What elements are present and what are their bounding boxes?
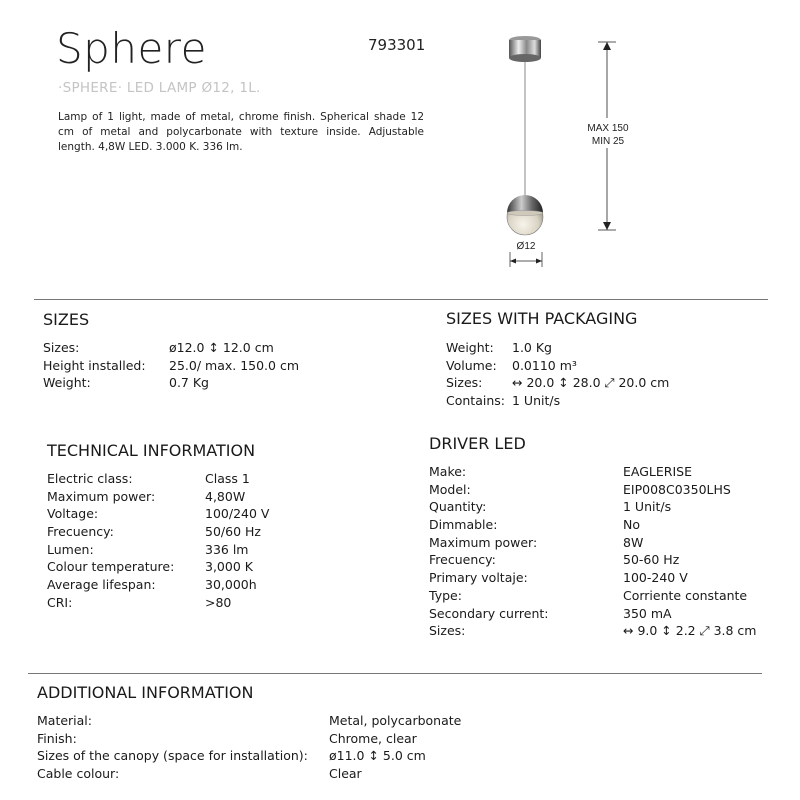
row-label: Sizes: — [43, 340, 80, 355]
row-label: Dimmable: — [429, 517, 498, 533]
list-item — [37, 712, 537, 730]
row-label: Secondary current: — [429, 605, 549, 621]
row-label: Lumen: — [47, 541, 94, 557]
row-value: ø12.0 ↕ 12.0 cm — [169, 340, 274, 355]
row-label: Voltage: — [47, 506, 99, 522]
divider — [28, 673, 762, 674]
list-item — [446, 339, 776, 357]
list-item — [47, 576, 377, 594]
row-value: 1.0 Kg — [512, 340, 552, 355]
additional-heading: ADDITIONAL INFORMATION — [37, 683, 254, 702]
driver-list — [429, 463, 779, 640]
sizes-heading: SIZES — [43, 310, 90, 329]
row-value: 50-60 Hz — [623, 552, 680, 568]
list-item — [446, 392, 776, 410]
list-item — [47, 470, 377, 488]
row-label: CRI: — [47, 594, 73, 610]
min-length-label: MIN 25 — [591, 136, 625, 147]
row-label: Quantity: — [429, 499, 487, 515]
row-label: Height installed: — [43, 357, 146, 373]
row-label: Material: — [37, 713, 92, 728]
list-item — [429, 622, 779, 640]
driver-heading: DRIVER LED — [429, 434, 526, 453]
diameter-label: Ø12 — [516, 241, 536, 252]
row-label: Cable colour: — [37, 766, 120, 782]
row-label: Maximum power: — [429, 534, 538, 550]
row-value: 50/60 Hz — [205, 524, 261, 540]
divider — [34, 299, 768, 300]
row-value: Class 1 — [205, 471, 250, 486]
row-label: Frecuency: — [429, 552, 496, 568]
row-label: Type: — [429, 587, 462, 603]
row-value: Corriente constante — [623, 587, 748, 603]
row-label: Model: — [429, 481, 471, 497]
list-item — [429, 481, 779, 499]
row-value: Chrome, clear — [329, 730, 417, 746]
list-item — [429, 534, 779, 552]
list-item — [43, 357, 343, 375]
row-value: 0.7 Kg — [169, 375, 209, 391]
row-value: 336 lm — [205, 541, 249, 557]
row-value: 100/240 V — [205, 506, 270, 522]
list-item — [43, 339, 343, 357]
row-value: ↔ 9.0 ↕ 2.2 ⤢ 3.8 cm — [623, 623, 757, 639]
row-value: 1 Unit/s — [512, 393, 561, 409]
row-value: 3,000 K — [205, 559, 253, 575]
packaging-heading: SIZES WITH PACKAGING — [446, 309, 638, 328]
product-reference: 793301 — [368, 36, 426, 54]
row-label: Volume: — [446, 357, 497, 373]
product-title: Sphere — [56, 24, 207, 73]
list-item — [446, 374, 776, 392]
list-item — [429, 551, 779, 569]
list-item — [43, 374, 343, 392]
row-label: Contains: — [446, 393, 505, 409]
row-value: ø11.0 ↕ 5.0 cm — [329, 748, 426, 764]
list-item — [47, 523, 377, 541]
additional-list — [37, 712, 537, 783]
packaging-list — [446, 339, 776, 410]
row-value: 30,000h — [205, 577, 257, 593]
sizes-list — [43, 339, 343, 392]
row-label: Frecuency: — [47, 524, 114, 540]
list-item — [429, 569, 779, 587]
canopy-icon — [509, 36, 541, 62]
list-item — [37, 765, 537, 783]
product-subtitle: ·SPHERE· LED LAMP Ø12, 1L. — [58, 80, 261, 96]
row-value: 4,80W — [205, 488, 246, 504]
list-item — [429, 587, 779, 605]
row-label: Sizes of the canopy (space for installation): — [37, 748, 308, 764]
sphere-shade-icon — [507, 195, 543, 235]
row-value: 100-240 V — [623, 570, 688, 586]
row-value: ↔ 20.0 ↕ 28.0 ⤢ 20.0 cm — [512, 375, 670, 391]
row-label: Make: — [429, 464, 467, 479]
list-item — [429, 498, 779, 516]
row-value: Clear — [329, 766, 362, 782]
row-label: Maximum power: — [47, 488, 156, 504]
row-label: Finish: — [37, 730, 77, 746]
row-label: Colour temperature: — [47, 559, 175, 575]
row-label: Weight: — [43, 375, 91, 391]
row-value: EIP008C0350LHS — [623, 481, 731, 497]
row-label: Sizes: — [446, 375, 483, 391]
list-item — [37, 747, 537, 765]
row-value: No — [623, 517, 640, 533]
technical-heading: TECHNICAL INFORMATION — [47, 441, 256, 460]
list-item — [446, 357, 776, 375]
row-label: Average lifespan: — [47, 577, 156, 593]
lamp-technical-drawing — [490, 30, 650, 270]
row-value: >80 — [205, 594, 232, 610]
technical-list — [47, 470, 377, 612]
list-item — [37, 730, 537, 748]
row-label: Electric class: — [47, 471, 133, 486]
list-item — [429, 516, 779, 534]
row-value: 1 Unit/s — [623, 499, 672, 515]
list-item — [47, 541, 377, 559]
list-item — [47, 488, 377, 506]
row-value: 350 mA — [623, 605, 672, 621]
product-description: Lamp of 1 light, made of metal, chrome finish. Spherical shade 12 cm of metal and polycarbonate with texture inside. Adjustable length. 4,8W LED. 3.000 K. 336 lm. — [58, 111, 424, 153]
row-label: Weight: — [446, 340, 494, 355]
max-length-label: MAX 150 — [587, 123, 629, 134]
row-label: Primary voltaje: — [429, 570, 528, 586]
list-item — [47, 505, 377, 523]
row-value: Metal, polycarbonate — [329, 713, 462, 728]
list-item — [429, 463, 779, 481]
list-item — [47, 594, 377, 612]
row-value: 8W — [623, 534, 644, 550]
row-value: 0.0110 m³ — [512, 357, 577, 373]
row-value: 25.0/ max. 150.0 cm — [169, 357, 300, 373]
row-value: EAGLERISE — [623, 464, 692, 479]
list-item — [47, 558, 377, 576]
diameter-dimension — [510, 252, 542, 267]
row-label: Sizes: — [429, 623, 466, 639]
list-item — [429, 605, 779, 623]
